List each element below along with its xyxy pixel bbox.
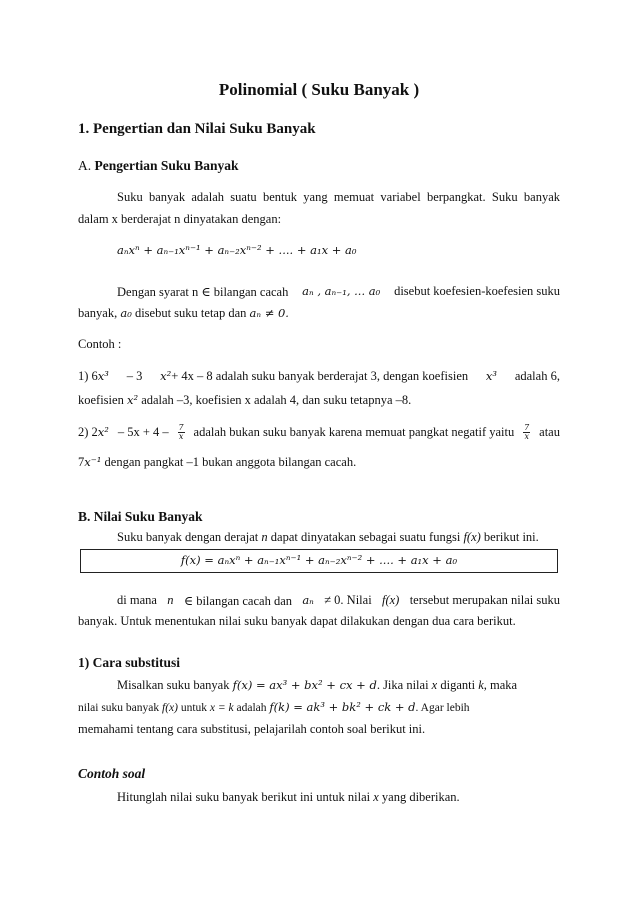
fraction-7-over-x <box>178 424 185 441</box>
text-segment: – 5x + 4 – <box>117 425 169 439</box>
contoh-label: Contoh : <box>78 337 122 351</box>
text-segment: Misalkan suku banyak <box>117 678 230 692</box>
text-segment: 2) 2 <box>78 425 98 439</box>
x-italic: x <box>373 790 379 804</box>
example-1-line-2 <box>78 393 411 408</box>
fraction-7-over-x <box>523 424 530 441</box>
polynomial-math: f(x) = ax³ + bx² + cx + d <box>232 678 377 692</box>
subsection-b-intro <box>117 530 539 545</box>
text-segment: di mana <box>117 593 157 607</box>
text-segment: ≠ 0. Nilai <box>324 593 372 607</box>
text-segment: banyak, <box>78 306 118 320</box>
text-segment: disebut suku tetap dan <box>134 306 247 320</box>
fx-italic: f(x) <box>162 702 178 714</box>
text-segment: atau <box>539 425 560 439</box>
text-segment: , maka <box>483 678 518 692</box>
cara-substitusi-line-1 <box>117 678 517 693</box>
text-segment: untuk <box>180 702 208 714</box>
text-segment: berikut ini. <box>483 530 539 544</box>
x-inverse-math: x⁻¹ <box>84 455 102 469</box>
x-equals-k-italic: x = k <box>209 702 234 714</box>
text-segment: 7 <box>78 455 85 469</box>
text-segment: Dengan syarat n ∈ bilangan cacah <box>117 285 289 299</box>
cara-substitusi-line-3: memahami tentang cara substitusi, pelajarilah contoh soal berikut ini. <box>78 722 426 736</box>
text-segment: ∈ bilangan cacah dan <box>183 594 292 608</box>
text-segment: . Jika nilai <box>376 678 429 692</box>
text-segment: koefisien <box>78 393 124 407</box>
text-segment: nilai suku banyak <box>78 702 160 714</box>
paragraph-2-line-1 <box>117 284 560 300</box>
polynomial-formula: aₙxⁿ + aₙ₋₁xⁿ⁻¹ + aₙ₋₂xⁿ⁻² + .... + a₁x + a₀ <box>117 243 357 257</box>
cara-substitusi-line-2 <box>78 700 470 714</box>
n-italic: n <box>261 530 268 544</box>
x-italic: x <box>431 678 438 692</box>
text-segment: – 3 <box>126 369 143 383</box>
text-segment: . Agar lebih <box>415 702 470 714</box>
text-segment: 1) 6 <box>78 369 98 383</box>
text-segment: dengan pangkat –1 bukan anggota bilangan cacah. <box>104 455 357 469</box>
text-segment: adalah bukan suku banyak karena memuat pangkat negatif yaitu <box>193 425 515 439</box>
text-segment: Hitunglah nilai suku banyak berikut ini untuk nilai <box>117 790 371 804</box>
polynomial-k-math: f(k) = ak³ + bk² + ck + d <box>269 700 416 714</box>
text-segment: adalah –3, koefisien x adalah 4, dan suku tetapnya –8. <box>141 393 412 407</box>
text-segment: yang diberikan. <box>381 790 460 804</box>
paragraph-2-line-2 <box>78 306 289 321</box>
text-segment: dapat dinyatakan sebagai suatu fungsi <box>270 530 461 544</box>
contoh-soal-heading: Contoh soal <box>78 766 146 781</box>
example-2-line-2 <box>78 455 356 470</box>
x2-math: x² <box>126 393 139 407</box>
fx-italic: f(x) <box>382 593 400 607</box>
fraction-denominator: x <box>178 432 184 441</box>
subsection-title: Pengertian Suku Banyak <box>94 158 239 173</box>
subsection-b-after-line-1 <box>117 593 560 609</box>
text-segment: disebut koefesien-koefesien suku <box>394 284 560 298</box>
subsection-heading-b: B. Nilai Suku Banyak <box>78 509 203 524</box>
page-title: Polinomial ( Suku Banyak ) <box>218 80 420 99</box>
section-heading-1: 1. Pengertian dan Nilai Suku Banyak <box>78 121 316 137</box>
subsection-letter: A. <box>78 158 95 173</box>
fraction-denominator: x <box>524 432 529 441</box>
k-italic: k <box>478 678 484 692</box>
text-segment: adalah 6, <box>514 369 560 383</box>
fraction-numerator: 7 <box>524 423 530 432</box>
text-segment: diganti <box>440 678 476 692</box>
text-segment: tersebut merupakan nilai suku <box>409 593 560 607</box>
n-italic: n <box>167 593 174 607</box>
cara-substitusi-heading: 1) Cara substitusi <box>78 655 181 670</box>
contoh-soal-line <box>117 790 460 805</box>
example-2-line-1 <box>78 424 560 441</box>
paragraph-1-line-1: Suku banyak adalah suatu bentuk yang memuat variabel berpangkat. Suku banyak <box>117 190 560 204</box>
example-1-line-1 <box>78 369 560 384</box>
coefficients-math: aₙ , aₙ₋₁, ... a₀ <box>302 284 381 298</box>
text-segment: + 4x – 8 adalah suku banyak berderajat 3, dengan koefisien <box>171 369 469 383</box>
an-math: aₙ <box>302 593 314 607</box>
boxed-formula <box>80 549 558 573</box>
text-segment: Suku banyak dengan derajat <box>117 530 259 544</box>
function-formula: f(x) = aₙxⁿ + aₙ₋₁xⁿ⁻¹ + aₙ₋₂xⁿ⁻² + .... + a₁x + a₀ <box>180 553 458 567</box>
x2-math: x² <box>160 369 172 383</box>
an-math: aₙ ≠ 0. <box>249 306 289 320</box>
x3-math: x³ <box>97 369 109 383</box>
text-segment: adalah <box>236 702 267 714</box>
x2-math: x² <box>97 425 109 439</box>
fraction-numerator: 7 <box>178 423 184 432</box>
subsection-heading-a <box>78 158 239 174</box>
paragraph-1-line-2: dalam x berderajat n dinyatakan dengan: <box>78 212 282 226</box>
subsection-b-after-line-2: banyak. Untuk menentukan nilai suku banyak dapat dilakukan dengan dua cara berikut. <box>78 614 516 628</box>
fx-italic: f(x) <box>463 530 481 544</box>
a0-math: a₀ <box>120 306 132 320</box>
x3-math: x³ <box>485 369 498 383</box>
